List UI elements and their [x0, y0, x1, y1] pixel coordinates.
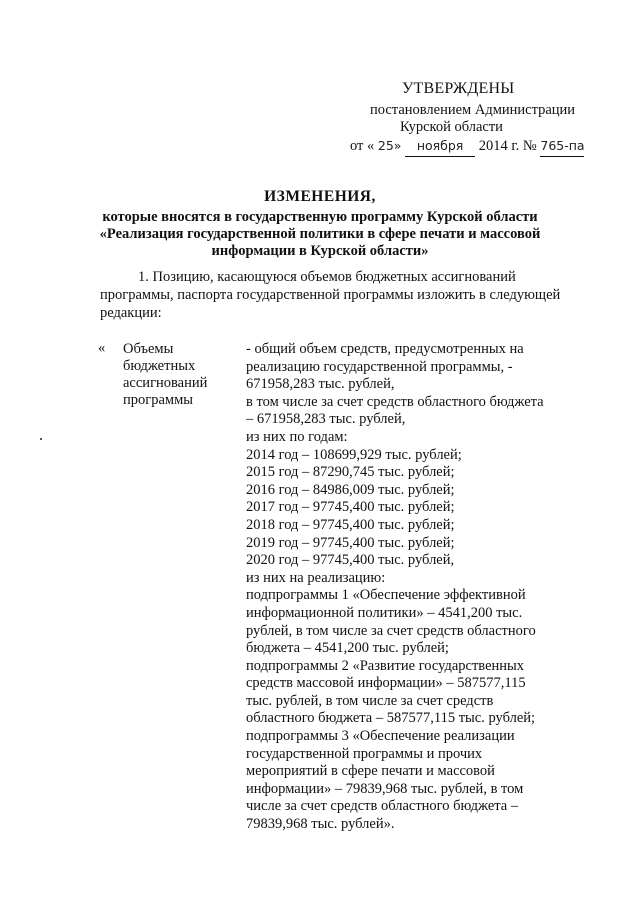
value-line: – 671958,283 тыс. рублей, [246, 411, 406, 428]
date-day: 25» [377, 138, 402, 153]
intro-paragraph [100, 268, 588, 322]
label-line: программы [123, 392, 193, 408]
value-line: 2018 год – 97745,400 тыс. рублей; [246, 516, 455, 533]
title-sub-line: «Реализация государственной политики в сфере печати и массовой [99, 226, 541, 242]
value-line: из них по годам: [246, 428, 348, 445]
value-line: бюджета – 4541,200 тыс. рублей; [246, 640, 449, 657]
value-line: 2017 год – 97745,400 тыс. рублей; [246, 499, 455, 516]
value-line: числе за счет средств областного бюджета – [246, 798, 519, 815]
paragraph-line: 1. Позицию, касающуюся объемов бюджетных ассигнований [138, 269, 516, 285]
value-line: мероприятий в сфере печати и массовой [246, 763, 495, 780]
value-line: 2020 год – 97745,400 тыс. рублей, [246, 552, 455, 569]
value-line: государственной программы и прочих [246, 745, 483, 762]
approval-line-2: Курской области [400, 119, 503, 135]
value-line: 2015 год – 87290,745 тыс. рублей; [246, 464, 455, 481]
paragraph-line: программы, паспорта государственной программы изложить в следующей [100, 287, 561, 303]
value-line: 2019 год – 97745,400 тыс. рублей; [246, 534, 455, 551]
document-title [0, 188, 640, 260]
paragraph-line: редакции: [100, 305, 162, 321]
value-line: из них на реализацию: [246, 569, 386, 586]
value-line: средств массовой информации» – 587577,115 [246, 675, 526, 692]
approval-block [340, 80, 600, 157]
value-line: реализацию государственной программы, - [246, 358, 513, 375]
date-prefix: от « [350, 138, 375, 154]
position-value-column [246, 341, 588, 834]
value-line: - общий объем средств, предусмотренных на [246, 341, 524, 357]
open-quote: « [98, 340, 106, 356]
approval-heading: УТВЕРЖДЕНЫ [402, 80, 515, 97]
date-month: ноября [405, 136, 475, 157]
date-year: 2014 г. № [478, 138, 537, 154]
value-line: областного бюджета – 587577,115 тыс. рублей; [246, 710, 536, 727]
title-sub-line: которые вносятся в государственную программу Курской области [102, 209, 538, 225]
value-line: 79839,968 тыс. рублей». [246, 816, 395, 833]
label-line: ассигнований [123, 375, 208, 391]
value-line: подпрограммы 1 «Обеспечение эффективной [246, 587, 526, 604]
value-line: в том числе за счет средств областного бюджета [246, 393, 544, 410]
label-line: Объемы [123, 341, 174, 357]
position-label-column [123, 341, 233, 409]
value-line: подпрограммы 2 «Развитие государственных [246, 657, 525, 674]
document-number: 765-па [540, 136, 584, 157]
approval-line-1: постановлением Администрации [370, 102, 576, 118]
value-line: 2016 год – 84986,009 тыс. рублей; [246, 481, 455, 498]
title-main: ИЗМЕНЕНИЯ, [264, 188, 376, 205]
value-line: рублей, в том числе за счет средств областного [246, 622, 536, 639]
value-line: тыс. рублей, в том числе за счет средств [246, 692, 494, 709]
value-line: подпрограммы 3 «Обеспечение реализации [246, 728, 515, 745]
label-line: бюджетных [123, 358, 196, 374]
value-line: информации» – 79839,968 тыс. рублей, в том [246, 780, 524, 797]
value-line: 671958,283 тыс. рублей, [246, 376, 395, 393]
value-line: информационной политики» – 4541,200 тыс. [246, 604, 523, 621]
scan-speck [40, 438, 42, 440]
value-line: 2014 год – 108699,929 тыс. рублей; [246, 446, 462, 463]
title-sub-line: информации в Курской области» [211, 243, 429, 259]
approval-date-line [350, 136, 600, 157]
